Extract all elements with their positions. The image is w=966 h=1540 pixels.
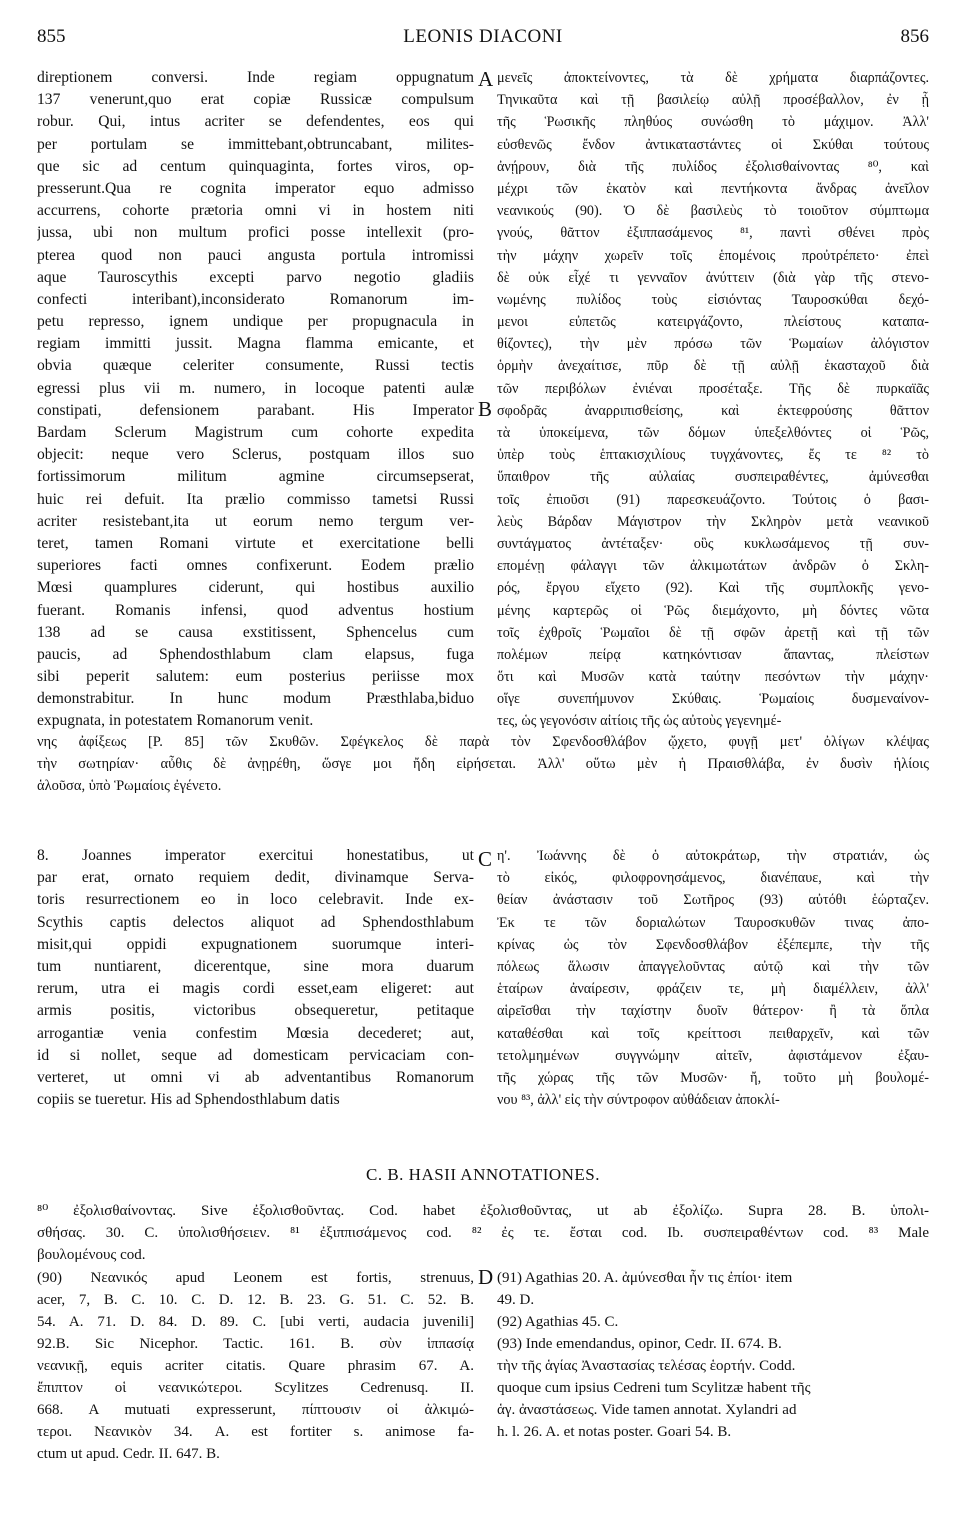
text-line: τὴν μάχην χωρεῖν τοῖς ἑπομένοις προὐτρέπετο· ἐπεὶ: [497, 247, 929, 264]
text-line: μενοι εὐπετῶς κατειργάζοντο, πλείστους καταπα-: [497, 314, 929, 331]
right-page-number: 856: [900, 26, 929, 47]
text-line: 668. A mutuati expresserunt, πίπτουσιν οἱ ἀλκιμώ-: [37, 1402, 474, 1418]
text-line: σφοδρᾶς ἀναρριπισθείσης, καὶ ἐκτεφρούσης θᾶττον: [497, 402, 929, 419]
latin-text-top: [37, 67, 474, 733]
text-line: superiores facti omnes confixerunt. Eodem prælio: [37, 557, 474, 575]
text-line: paucis, ad Sphendosthlabum clam elapsus, fuga: [37, 645, 474, 663]
text-line: (93) Inde emendandus, opinor, Cedr. II. 674. B.: [497, 1336, 782, 1352]
notes-left-column: [37, 1267, 474, 1465]
text-line: id si nollet, seque ad domesticam pervicaciam con-: [37, 1046, 474, 1064]
text-line: pterea quod non pauci angusta portula intromissi: [37, 246, 474, 264]
text-line: 49. D.: [497, 1292, 535, 1308]
text-line: egressi plus vii m. numero, in locoque patenti aulæ: [37, 379, 474, 397]
text-line: τῆς χώρας τῆς τῶν Μυσῶν· ἤ, τοῦτο μὴ βουλομέ-: [497, 1069, 929, 1086]
text-line: armis positis, victoribus obsequeretur, petitaque: [37, 1002, 474, 1020]
text-line: τὴν τῆς ἁγίας Ἀναστασίας τελέσας ἑορτήν. Codd.: [497, 1358, 796, 1374]
text-line: η'. Ἰωάννης δὲ ὁ αὐτοκράτωρ, τὴν στρατιάν, ὡς: [497, 848, 929, 864]
text-line: rerum, utra ei magis cordi esset,eam eligeret: aut: [37, 980, 474, 998]
text-line: Scythis captis delectos aliquot ad Sphendosthlabum: [37, 913, 474, 931]
text-line: tum nuntiarent, dicerentque, sine mora duarum: [37, 957, 474, 975]
text-line: fuerant. Romanis infensi, quod adventus hostium: [37, 601, 474, 619]
text-line: μέχρι τῶν ἑκατὸν καὶ πεντήκοντα ἄνδρας ἀνεῖλον: [497, 180, 929, 197]
text-line: δὲ οὐκ εἶχέ τι γενναῖον ἀνύττειν (διὰ γὰρ τῆς στενο-: [497, 269, 929, 286]
text-line: regiam immitti jussit. Magna flamma emicante, et: [37, 335, 474, 353]
text-line: arrogantiæ venia confestim Mœsia decederet; aut,: [37, 1024, 474, 1042]
margin-letter-b: B: [478, 397, 493, 421]
text-line: confecti interibant),inconsiderato Romanorum im-: [37, 290, 474, 308]
text-line: καταθέσθαι καὶ τοῖς κρείττοσι πειθαρχεῖν, καὶ τῶν: [497, 1025, 929, 1042]
text-line: οἵγε συνεπήμυνον Σκύθαις. Ῥωμαίοις δυσμεναίνον-: [497, 691, 929, 708]
text-line: γνούς, θᾶττον ἐξιππασάμενος ⁸¹, παντὶ σθένει πρὸς: [497, 225, 929, 242]
text-line: τῆς Ῥωσικῆς πληθύος συνώσθη τὸ μάχιμον. Ἀλλ': [497, 114, 929, 131]
text-line: 8. Joannes imperator exercitui honestatibus, ut: [37, 847, 474, 864]
text-line: τεροι. Νεανικὸν 34. A. est fortiter s. animose fa-: [37, 1424, 474, 1440]
text-line: accurrens, cohorte prætoria omni vi in hostem niti: [37, 202, 474, 220]
text-line: ὅτι καὶ Μυσῶν κατὰ ταύτην πεσόντων τὴν μάχην·: [497, 669, 929, 686]
text-line: ἑταίρων ἀναίρεσιν, φράζειν τε, μὴ διαμέλλειν, ἀλλ': [497, 981, 929, 998]
text-line: ἁλοῦσα, ὑπὸ Ῥωμαίοις ἐγένετο.: [37, 778, 222, 795]
text-line: τοῖς ἐπιοῦσι (91) παρεσκευάζοντο. Τούτοις ὁ βασι-: [497, 491, 929, 508]
annotations-title: C. B. HASII ANNOTATIONES.: [365, 1165, 601, 1184]
text-line: Mœsi quamplures ciderunt, qui hostibus auxilio: [37, 579, 474, 597]
text-line: (90) Νεανικός apud Leonem est fortis, strenuus,: [37, 1270, 474, 1286]
text-line: μενεῖς ἀποκτείνοντες, τὰ δὲ χρήματα διαρπάζοντες.: [497, 70, 929, 86]
text-line: θίζοντες), τὴν μὲν πρόσω τῶν Ῥωμαίων ἀλόγιστον: [497, 336, 929, 353]
text-line: direptionem conversi. Inde regiam oppugnatum: [37, 69, 474, 86]
text-line: fortissimorum militum agmine circumsepserat,: [37, 468, 474, 486]
text-line: βουλομένους cod.: [37, 1247, 146, 1263]
text-line: huic rei defuit. Ita prælio commisso tametsi Russi: [37, 490, 474, 508]
notes-right-column: [497, 1267, 929, 1443]
text-line: επομένῃ φάλαγγι τῶν ἀλκιμωτάτων ἀνδρῶν ὁ Σκλη-: [497, 558, 929, 575]
text-line: εὐσθενῶς ἔνδον ἀντικαταστάντες οἱ Σκύθαι τούτους: [497, 136, 929, 153]
greek-text-full-width: [37, 731, 929, 798]
text-line: robur. Qui, intus acriter se defendentes, eos qui: [37, 113, 474, 131]
text-line: constipati, defensionem parabant. His Imperator: [37, 401, 474, 419]
text-line: συντάγματος ἀντέταξεν· οὓς κυκλωσάμενος τῇ συν-: [497, 535, 929, 552]
text-line: acriter resistebant,ita ut eorum nemo tergum ver-: [37, 512, 474, 530]
text-line: τὰ ὑποκείμενα, τῶν δόμων ὑπεξελθόντες οἱ Ῥῶς,: [497, 425, 929, 441]
text-line: 138 ad se causa exstitissent, Sphencelus cum: [37, 623, 474, 641]
text-line: verteret, ut omni vi ab adventantibus Romanorum: [37, 1068, 474, 1086]
margin-letter-a: A: [478, 67, 494, 91]
text-line: νου ⁸³, ἀλλ' εἰς τὴν σύντροφον αὐθάδειαν ἀποκλί-: [497, 1092, 780, 1109]
text-line: objecit: neque vero Sclerus, postquam illos suo: [37, 446, 474, 464]
text-line: ἔπιπτον οἱ νεανικώτεροι. Scylitzes Cedrenusq. II.: [37, 1380, 474, 1396]
text-line: νεανικούς (90). Ὁ δὲ βασιλεὺς τὸ τοιοῦτον σύμπτωμα: [497, 203, 929, 220]
text-line: Ἐκ τε τῶν δοριαλώτων Ταυροσκυθῶν τινας ἀπο-: [497, 914, 929, 931]
left-page-number: 855: [37, 26, 66, 47]
text-line: ρός, ἔργου εἴχετο (92). Καὶ τῆς συμπλοκῆς γενο-: [497, 580, 929, 597]
text-line: ἀνῄρουν, διὰ τῆς πυλίδος ἐξολισθαίνοντας ⁸⁰, καὶ: [497, 158, 929, 175]
text-line: ἁγ. ἀναστάσεως. Vide tamen annotat. Xylandri ad: [497, 1402, 797, 1418]
text-line: νεανικῇ, equis acriter citatis. Quare phrasim 67. A.: [37, 1358, 474, 1374]
text-line: que sic ad centum quinquaginta, fortes viros, op-: [37, 157, 474, 175]
text-line: τὸ εἰκός, φιλοφρονησάμενος, διανέπαυε, καὶ τὴν: [497, 870, 929, 887]
text-line: 137 venerunt,quo erat copiæ Russicæ compulsum: [37, 91, 474, 109]
text-line: Τηνικαῦτα καὶ τῇ βασιλείῳ αὐλῇ προσέβαλλον, ἐν ᾗ: [497, 92, 929, 109]
text-line: ὕπαιθρον τῆς αὐλαίας συσπειραθέντες, ἀμύνεσθαι: [497, 469, 929, 486]
text-line: par erat, ornato requiem dedit, divinamque Servа-: [37, 869, 474, 887]
text-line: toris resurrectionem eo in loco celebravit. Inde ex-: [37, 891, 474, 909]
latin-text-bottom: [37, 845, 474, 1111]
text-line: acer, 7, B. C. 10. C. D. 12. B. 23. G. 51. C. 52. B.: [37, 1292, 474, 1308]
text-line: κρίνας ὡς τὸν Σφενδοσθλάβον ἐξέπεμπε, τὴν τῆς: [497, 936, 929, 953]
text-line: τετολμημένων συγγνώμην αἰτεῖν, ἀφιστάμενον ἐξαυ-: [497, 1047, 929, 1064]
text-line: 54. A. 71. D. 84. D. 89. C. [ubi verti, audacia juvenili]: [37, 1314, 474, 1330]
text-line: presserunt.Qua re cognita imperator equo admisso: [37, 179, 474, 197]
text-line: (92) Agathias 45. C.: [497, 1314, 619, 1330]
critical-apparatus: [37, 1200, 929, 1266]
text-line: μένης καρτερῶς οἱ Ῥῶς διεμάχοντο, μὴ δόντες νῶτα: [497, 602, 929, 619]
text-line: teret, tamen Romani virtute et exercitatione belli: [37, 534, 474, 552]
text-line: h. l. 26. A. et notas poster. Goari 54. B.: [497, 1424, 732, 1440]
text-line: θείαν ἀνάστασιν τοῦ Σωτῆρος (93) αὐτόθι ἑώρταζεν.: [497, 892, 929, 909]
text-line: ⁸⁰ ἐξολισθαίνοντας. Sive ἐξολισθοῦντας. Cod. habet ἐξολισθοῦντας, ut ab ἐξολίζω. Supra 28. B. ὑπολι-: [37, 1203, 929, 1219]
text-line: τες, ὡς γεγονόσιν αἰτίοις τῆς ὡς αὐτοὺς γεγενημέ-: [497, 713, 782, 730]
margin-letter-c: C: [478, 847, 493, 871]
text-line: (91) Agathias 20. A. ἀμύνεσθαι ἦν τις ἐπίοι· item: [497, 1270, 793, 1286]
text-line: σθήσας. 30. C. ὑπολισθήσειεν. ⁸¹ ἐξιππισάμενος cod. ⁸² ἐς τε. ἔσται cod. Ib. συσπειραθέντων cod. ⁸³ Male: [37, 1225, 929, 1241]
text-line: ὁρμὴν ἀνεχαίτισε, πῦρ δὲ τῇ αὐλῇ ἑκασταχοῦ διὰ: [497, 358, 929, 375]
text-line: aque Tauroscythis excepti parvo negotio gladiis: [37, 268, 474, 286]
margin-letter-d: D: [478, 1265, 494, 1289]
text-line: τῶν περιβόλων ἐνιέναι προσέταξε. Τῆς δὲ πυρκαϊᾶς: [497, 380, 929, 397]
text-line: αἱρεῖσθαι τὴν ταχίστην δυοῖν θάτερον· ἢ τὰ ὅπλα: [497, 1003, 929, 1020]
text-line: τοῖς ἐχθροῖς Ῥωμαῖοι δὲ τῇ σφῶν ἀρετῇ καὶ τῇ τῶν: [497, 624, 929, 641]
text-line: sibi peperit salutem: eum posterius periisse mox: [37, 668, 474, 686]
text-line: τὴν σωτηρίαν· αὖθις δὲ ἀνῃρέθη, ὥσγε μοι ἤδη εἰρήσεται. Ἀλλ' οὕτω μὲν ἡ Πραισθλάβα, ἐν δυσὶν ἡλίοις: [37, 756, 929, 773]
text-line: petu represso, ignem undique per propugnacula in: [37, 313, 474, 331]
text-line: λεὺς Βάρδαν Μάγιστρον τὴν Σκληρὸν μετὰ νεανικοῦ: [497, 513, 929, 530]
text-line: ὑπὲρ τοὺς ἑπτακισχιλίους τυγχάνοντες, ἔς τε ⁸² τὸ: [497, 447, 929, 464]
text-line: νης ἀφίξεως [P. 85] τῶν Σκυθῶν. Σφέγκελος δὲ παρὰ τὸν Σφενδοσθλάβον ᾤχετο, φυγῇ μετ' ὀλίγων κλέψας: [37, 734, 929, 750]
text-line: per portulam se immittebant,obtruncabant, milites-: [37, 135, 474, 153]
text-line: demonstrabitur. In hunc modum Præsthlaba,biduo: [37, 690, 474, 708]
running-title: LEONIS DIACONI: [403, 26, 563, 47]
text-line: quoque cum ipsius Cedreni tum Scylitzæ habent τῆς: [497, 1380, 811, 1396]
text-line: misit,qui oppidi expugnationem suorumque interi-: [37, 935, 474, 953]
text-line: copiis se tueretur. His ad Sphendosthlabum datis: [37, 1091, 340, 1109]
text-line: 92.B. Sic Nicephor. Tactic. 161. B. σὺν ἱππασίᾳ: [37, 1336, 474, 1352]
text-line: νωμένης πυλίδος τοὺς εἰσιόντας Ταυροσκύθαι δεχό-: [497, 291, 929, 308]
text-line: πολέμων πείρᾳ κατηκόντισαν ἅπαντας, πλείστων: [497, 646, 929, 663]
text-line: Bardam Sclerum Magistrum cum cohorte expedita: [37, 424, 474, 441]
greek-text-bottom: [497, 845, 929, 1111]
text-line: expugnata, in potestatem Romanorum venit.: [37, 712, 314, 730]
text-line: jussa, ubi non multum profici posse intellexit (pro-: [37, 224, 474, 242]
text-line: πόλεως ἅλωσιν ἀπαγγελοῦντας αὐτῷ καὶ τὴν τῶν: [497, 958, 929, 975]
greek-text-top: [497, 67, 929, 733]
text-line: obvia quæque celeriter consumente, Russi tectis: [37, 357, 474, 375]
text-line: ctum ut apud. Cedr. II. 647. B.: [37, 1446, 220, 1462]
